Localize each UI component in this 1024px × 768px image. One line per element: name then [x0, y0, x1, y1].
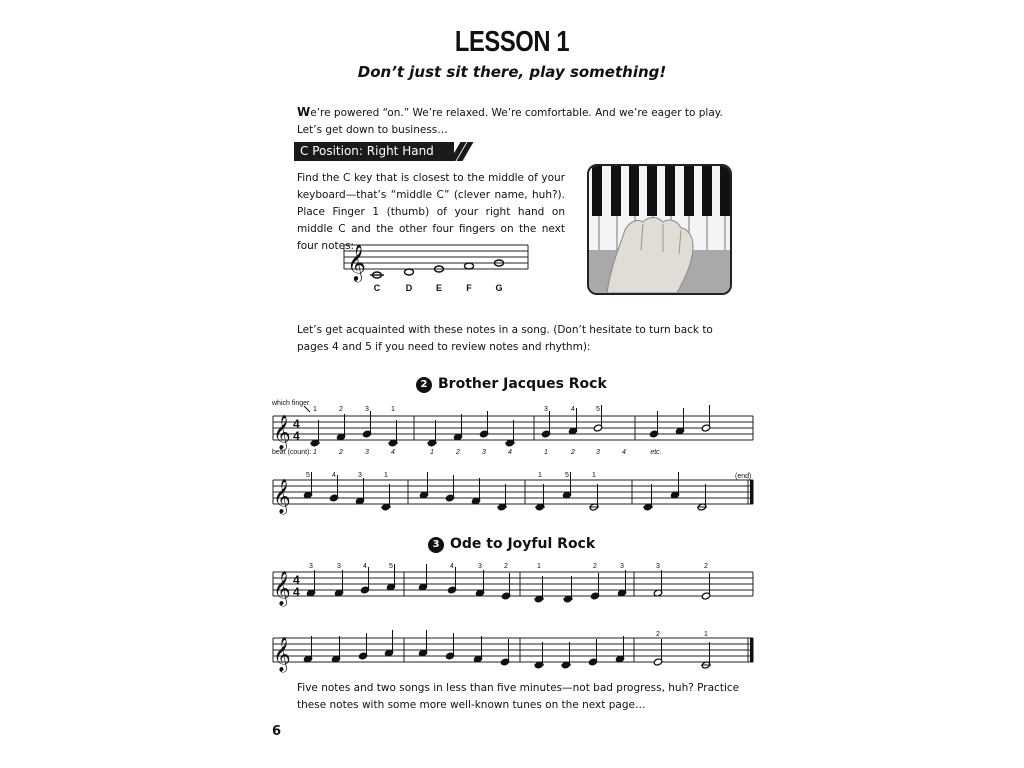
song-number-badge: 3	[428, 537, 444, 553]
beat-count: 2	[339, 449, 343, 456]
beat-count: 1	[313, 449, 317, 456]
finger-number: 1	[704, 631, 708, 638]
note-label: C	[373, 283, 381, 293]
finger-number: 5	[389, 563, 393, 570]
song-title-text: Ode to Joyful Rock	[450, 536, 596, 552]
lesson-title: LESSON 1	[454, 26, 570, 58]
intro-dropcap: W	[297, 105, 311, 119]
beat-count: 3	[596, 449, 600, 456]
ode-to-joyful-rock-staff-1	[268, 558, 756, 610]
treble-clef-icon: 𝄞	[273, 638, 291, 671]
brother-jacques-staff-2	[268, 468, 756, 518]
note-label: D	[405, 283, 413, 293]
svg-text:4: 4	[293, 429, 300, 443]
finger-number: 4	[363, 563, 367, 570]
treble-clef-icon: 𝄞	[273, 480, 291, 513]
beat-label: beat (count):	[272, 449, 312, 456]
beat-count: 2	[571, 449, 575, 456]
finger-number: 1	[384, 472, 388, 479]
finger-number: 5	[565, 472, 569, 479]
finger-number: 3	[337, 563, 341, 570]
beat-count: 4	[622, 449, 626, 456]
note-label: F	[466, 283, 472, 293]
finger-number: 3	[620, 563, 624, 570]
beat-count: 3	[482, 449, 486, 456]
end-label: (end)	[735, 473, 752, 480]
finger-number: 5	[306, 472, 310, 479]
finger-number: 3	[365, 406, 369, 413]
acquaint-paragraph: Let’s get acquainted with these notes in a song. (Don’t hesitate to turn back to pages 4 and 5 if you need to review notes and rhythm):	[297, 324, 713, 353]
finger-number: 1	[537, 563, 541, 570]
finger-number: 4	[332, 472, 336, 479]
svg-text:4: 4	[293, 585, 300, 599]
treble-clef-icon: 𝄞	[347, 244, 366, 280]
beat-count: etc.	[650, 449, 662, 456]
finger-number: 1	[391, 406, 395, 413]
finger-number: 3	[656, 563, 660, 570]
time-signature: 4	[293, 417, 300, 431]
finger-number: 2	[504, 563, 508, 570]
ode-to-joyful-rock-staff-2	[268, 628, 756, 676]
finger-number: 2	[593, 563, 597, 570]
finger-number: 2	[704, 563, 708, 570]
time-signature: 4	[293, 573, 300, 587]
beat-count: 1	[430, 449, 434, 456]
treble-clef-icon: 𝄞	[273, 572, 291, 605]
finger-number: 2	[656, 631, 660, 638]
finger-number: 4	[571, 406, 575, 413]
whole-note-d	[405, 269, 414, 275]
finger-number: 2	[339, 406, 343, 413]
intro-paragraph	[297, 104, 747, 139]
song-title-brother-jacques	[416, 376, 607, 393]
note-label: G	[495, 283, 503, 293]
beat-count: 3	[365, 449, 369, 456]
closing-paragraph: Five notes and two songs in less than five minutes—not bad progress, huh? Practice these notes with some more well-known tunes on the next page…	[297, 682, 740, 711]
section-heading: C Position: Right Hand	[300, 144, 434, 158]
intro-text: e’re powered “on.” We’re relaxed. We’re comfortable. And we’re eager to play. Let’s get down to business…	[297, 107, 723, 136]
finger-number: 4	[450, 563, 454, 570]
finger-number: 3	[544, 406, 548, 413]
c-position-staff	[340, 240, 530, 298]
beat-count: 4	[391, 449, 395, 456]
which-finger-label: which finger	[272, 400, 310, 407]
finger-number: 3	[478, 563, 482, 570]
keyboard-hand-photo	[587, 164, 732, 295]
whole-note-f	[465, 263, 474, 269]
finger-number: 1	[592, 472, 596, 479]
finger-number: 1	[538, 472, 542, 479]
treble-clef-icon: 𝄞	[273, 416, 291, 449]
beat-count: 4	[508, 449, 512, 456]
section-heading-banner	[294, 142, 470, 161]
instructions-paragraph: Find the C key that is closest to the middle of your keyboard—that’s “middle C” (clever name, huh?). Place Finger 1 (thumb) of your right hand on middle C and the other four fingers on the next four notes:	[297, 172, 565, 252]
beat-count: 2	[456, 449, 460, 456]
finger-number: 1	[313, 406, 317, 413]
note-label: E	[435, 283, 443, 293]
finger-number: 3	[309, 563, 313, 570]
song-title-ode-to-joyful-rock	[428, 536, 595, 553]
finger-number: 5	[596, 406, 600, 413]
page-number: 6	[272, 724, 282, 739]
brother-jacques-staff-1	[268, 396, 756, 458]
lesson-subtitle: Don’t just sit there, play something!	[357, 63, 667, 81]
finger-number: 3	[358, 472, 362, 479]
song-title-text: Brother Jacques Rock	[438, 376, 607, 392]
song-number-badge: 2	[416, 377, 432, 393]
beat-count: 1	[544, 449, 548, 456]
